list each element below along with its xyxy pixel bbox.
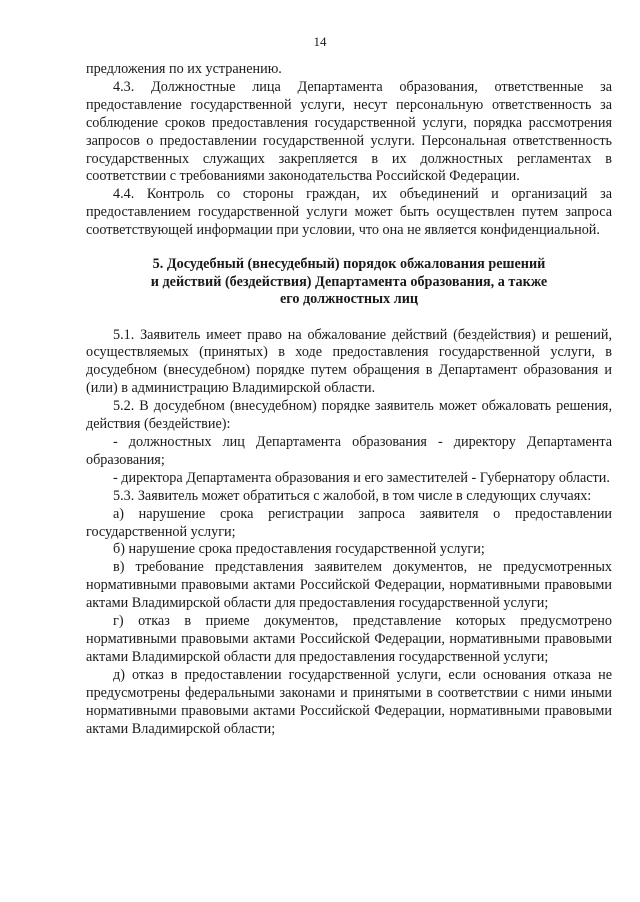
list-item: г) отказ в приеме документов, представление которых предусмотрено нормативными правовыми актами Российской Федерации, нормативными правовыми актами Владимирской области для предоставления государственной услуги; (86, 613, 612, 665)
paragraph-5-3: 5.3. Заявитель может обратиться с жалобой, в том числе в следующих случаях: (113, 487, 592, 504)
list-item: в) требование представления заявителем документов, не предусмотренных нормативными правовыми актами Российской Федерации, нормативными правовыми актами Владимирской области для предоставления государственной услуги; (86, 559, 612, 612)
heading-line: и действий (бездействия) Департамента образования, а также (150, 273, 548, 290)
list-item: а) нарушение срока регистрации запроса заявителя о предоставлении государственной услуги; (86, 505, 612, 540)
list-item: - должностных лиц Департамента образования - директору Департамента образования; (86, 434, 612, 468)
heading-line: 5. Досудебный (внесудебный) порядок обжалования решений (152, 256, 546, 273)
page-number: 14 (313, 34, 327, 49)
list-item: - директора Департамента образования и его заместителей - Губернатору области. (113, 469, 610, 486)
list-item: д) отказ в предоставлении государственной услуги, если основания отказа не предусмотрены федеральными законами и принятыми в соответствии с ними иными нормативными правовыми актами Российской Федерации, нормативными правовыми актами Владимирской области; (86, 666, 612, 737)
heading-line: его должностных лиц (279, 291, 419, 308)
paragraph-5-1: 5.1. Заявитель имеет право на обжалование действий (бездействия) и решений, осуществляемых (принятых) в ходе предоставления государственной услуги, в досудебном (внесудебном) порядке путем обращения в Департамент образования и (или) в администрацию Владимирской области. (86, 326, 612, 397)
paragraph-4-3: 4.3. Должностные лица Департамента образования, ответственные за предоставление государственной услуги, несут персональную ответственность за соблюдение сроков предоставления государственной услуги, порядка рассмотрения запросов о предоставлении государственной услуги. Персональная ответственность государственных служащих закрепляется в их должностных регламентах в соответствии с требованиями законодательства Российской Федерации. (86, 78, 612, 185)
document-body (86, 61, 612, 738)
list-item: б) нарушение срока предоставления государственной услуги; (113, 541, 485, 558)
paragraph-5-2: 5.2. В досудебном (внесудебном) порядке заявитель может обжаловать решения, действия (бездействие): (86, 398, 612, 433)
section-5-heading (86, 256, 612, 309)
paragraph-continuation: предложения по их устранению. (86, 61, 282, 77)
paragraph-4-4: 4.4. Контроль со стороны граждан, их объединений и организаций за предоставлением государственной услуги может быть осуществлен путем запроса соответствующей информации при условии, что она не является конфиденциальной. (86, 186, 612, 239)
